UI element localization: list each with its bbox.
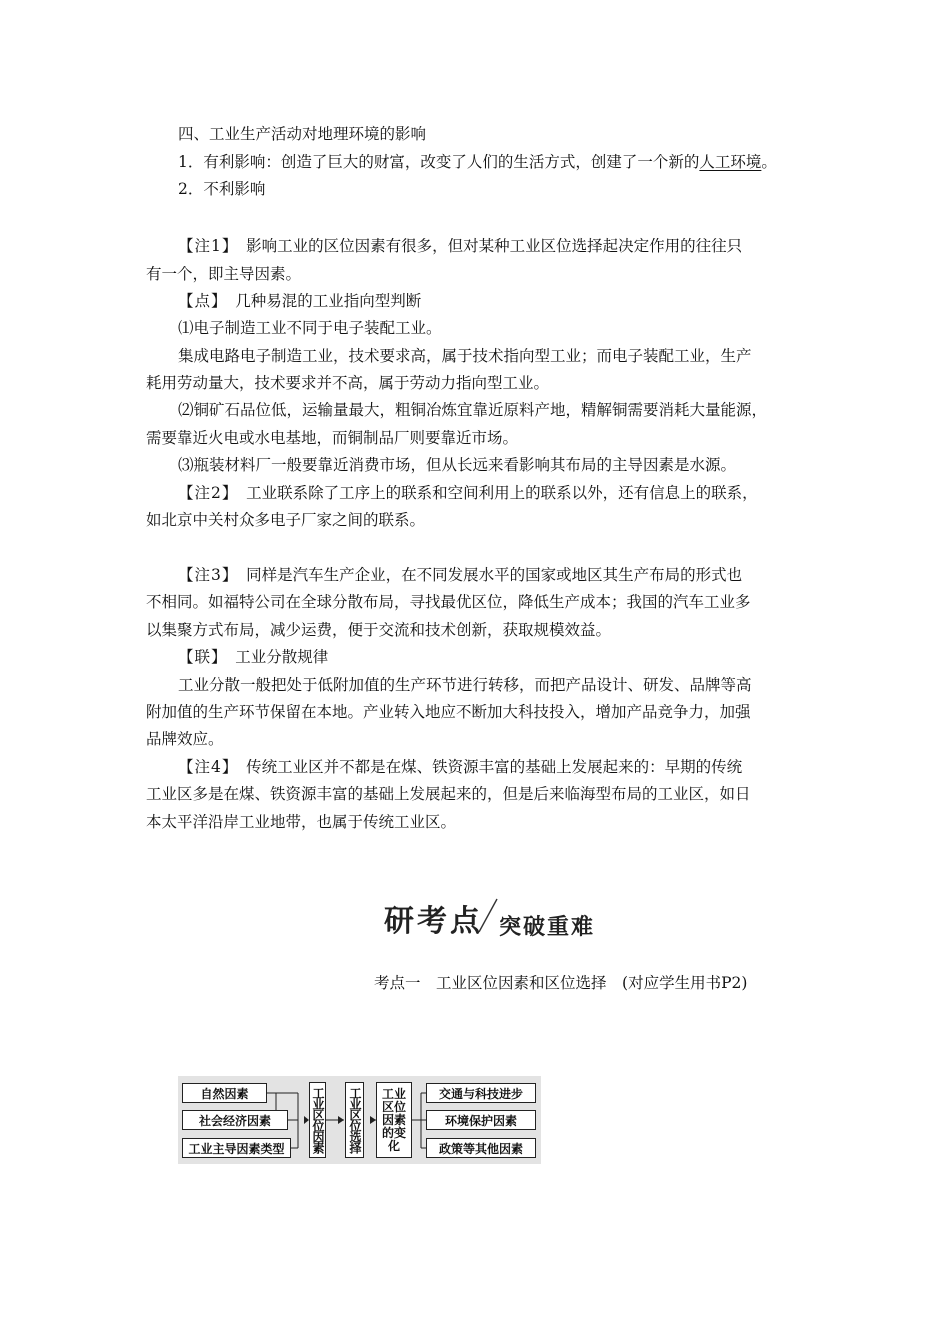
favorable-impact-end: 。 (761, 153, 777, 171)
note2-continuation: 如北京中关村众多电子厂家之间的联系。 (146, 511, 426, 529)
note1-continuation: 有一个，即主导因素。 (146, 265, 302, 283)
banner-title: 研考点 (384, 904, 483, 939)
point-item-1: ⑴电子制造工业不同于电子装配工业。 (178, 319, 442, 337)
location-factor-diagram (178, 1076, 541, 1164)
note3-text: 同样是汽车生产企业，在不同发展水平的国家或地区其生产布局的形式也 (246, 566, 743, 584)
point-item-2: ⑵铜矿石品位低，运输量最大，粗铜冶炼宜靠近原料产地，精解铜需要消耗大量能源， (178, 401, 768, 419)
note3-tag: 【注3】 (178, 566, 231, 584)
right-box-policy: 政策等其他因素 (426, 1138, 536, 1158)
note4-text: 传统工业区并不都是在煤、铁资源丰富的基础上发展起来的：早期的传统 (246, 758, 743, 776)
right-box-transport-tech: 交通与科技进步 (426, 1083, 536, 1103)
note2 (178, 483, 758, 503)
right-box-environment: 环境保护因素 (426, 1110, 536, 1130)
mid-box-location-choice: 工业区位选择 (345, 1082, 364, 1158)
note3 (178, 565, 742, 585)
note1-tag: 【注1】 (178, 237, 231, 255)
note4-continuation-2: 本太平洋沿岸工业地带，也属于传统工业区。 (146, 813, 457, 831)
point-tag: 【点】 (178, 292, 220, 310)
link (178, 647, 328, 667)
note4 (178, 757, 742, 777)
mid-box-location-factors: 工业区位因素 (309, 1082, 326, 1158)
topic-ref: (对应学生用书P2) (622, 974, 748, 992)
note2-tag: 【注2】 (178, 484, 231, 502)
artificial-environment-term: 人工环境 (699, 153, 762, 171)
link-text: 工业分散一般把处于低附加值的生产环节进行转移，而把产品设计、研发、品牌等高 (178, 676, 752, 694)
banner-slash-icon (475, 896, 501, 936)
link-text-cont-2: 品牌效应。 (146, 730, 224, 748)
point-title: 几种易混的工业指向型判断 (235, 292, 422, 310)
left-box-natural: 自然因素 (182, 1083, 267, 1103)
link-title: 工业分散规律 (235, 648, 329, 666)
section-heading: 四、工业生产活动对地理环境的影响 (178, 125, 427, 143)
point-item-1-detail-cont: 耗用劳动量大，技术要求并不高，属于劳动力指向型工业。 (146, 374, 550, 392)
point-item-3: ⑶瓶装材料厂一般要靠近消费市场，但从长远来看影响其布局的主导因素是水源。 (178, 456, 737, 474)
unfavorable-impact: 2．不利影响 (178, 180, 266, 198)
left-box-dominant-type: 工业主导因素类型 (182, 1138, 291, 1158)
link-tag: 【联】 (178, 648, 220, 666)
link-text-cont-1: 附加值的生产环节保留在本地。产业转入地应不断加大科技投入，增加产品竞争力，加强 (146, 703, 751, 721)
note4-tag: 【注4】 (178, 758, 231, 776)
banner-subtitle: 突破重难 (499, 915, 596, 940)
favorable-impact-text: 1．有利影响：创造了巨大的财富，改变了人们的生活方式，创建了一个新的 (178, 153, 700, 171)
note3-continuation-2: 以集聚方式布局，减少运费，便于交流和技术创新，获取规模效益。 (146, 621, 612, 639)
note1 (178, 236, 742, 256)
point-item-1-detail: 集成电路电子制造工业，技术要求高，属于技术指向型工业；而电子装配工业，生产 (178, 347, 752, 365)
note4-continuation-1: 工业区多是在煤、铁资源丰富的基础上发展起来的，但是后来临海型布局的工业区，如日 (146, 785, 751, 803)
left-box-socioeconomic: 社会经济因素 (182, 1110, 288, 1130)
point (178, 291, 421, 311)
favorable-impact (178, 152, 777, 172)
point-item-2-cont: 需要靠近火电或水电基地，而铜制品厂则要靠近市场。 (146, 429, 519, 447)
note1-text: 影响工业的区位因素有很多，但对某种工业区位选择起决定作用的往往只 (246, 237, 743, 255)
topic-heading (374, 973, 747, 993)
topic-title: 考点一 工业区位因素和区位选择 (374, 974, 607, 992)
mid-box-factor-change: 工业区位因素的变化 (376, 1082, 412, 1158)
note2-text: 工业联系除了工序上的联系和空间利用上的联系以外，还有信息上的联系， (246, 484, 758, 502)
note3-continuation-1: 不相同。如福特公司在全球分散布局，寻找最优区位，降低生产成本；我国的汽车工业多 (146, 593, 751, 611)
